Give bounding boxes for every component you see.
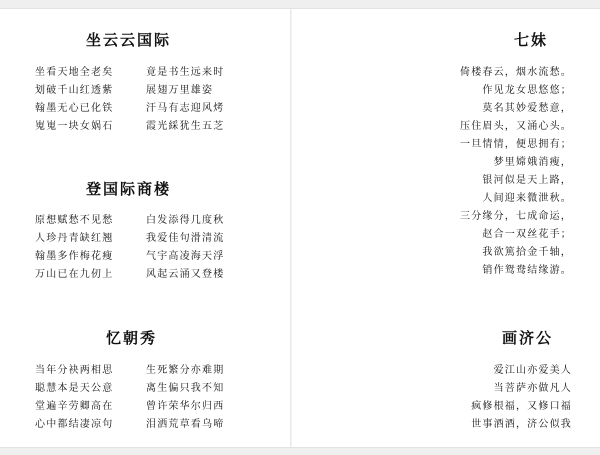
poem-line: 心中都结凄凉句 xyxy=(35,419,114,430)
poem-line: 风起云涌又登楼 xyxy=(146,269,225,280)
poem-title: 忆朝秀 xyxy=(106,329,158,347)
poem-line: 一旦情情，便思拥有； xyxy=(460,139,572,150)
poem-line: 我爱佳句滑清流 xyxy=(146,233,225,244)
book-spread xyxy=(0,8,600,448)
poem-line: 曾许荣华尔归西 xyxy=(146,401,225,412)
poem-line: 坐看天地全老矣 xyxy=(35,67,114,78)
poem-line: 赵合一双丝花手； xyxy=(482,229,572,240)
poem-line: 当菩萨亦做凡人 xyxy=(493,383,572,394)
poem-line: 汗马有志迎风烤 xyxy=(146,103,225,114)
poem-line: 气宇高凌海天浮 xyxy=(146,251,225,262)
poem-title: 坐云云国际 xyxy=(86,31,172,49)
poem-line: 银河似是天上路， xyxy=(482,175,572,186)
poem-line: 压住眉头，又涌心头。 xyxy=(460,121,572,132)
poem-line: 翰墨多作梅花瘦 xyxy=(35,251,114,262)
poem-line: 泪洒荒草看乌啼 xyxy=(146,419,225,430)
poem-line: 疯修根福，又修口福 xyxy=(471,401,572,412)
poem-line: 嵬嵬一块女娲石 xyxy=(35,121,114,132)
poem-line: 万山已在九仞上 xyxy=(35,269,114,280)
right-page xyxy=(292,9,600,447)
poem-title: 七妹 xyxy=(514,31,549,49)
poem-line: 翰墨无心已化铁 xyxy=(35,103,114,114)
poem-line: 倚楼春云，烟水流愁。 xyxy=(460,67,572,78)
poem-line: 霞光綵犹生五芝 xyxy=(146,121,225,132)
poem-line: 世事酒酒，济公似我 xyxy=(471,419,572,430)
poem-line: 我欲篤拾金千轴， xyxy=(482,247,572,258)
poem-line: 堂遍辛劳卿高在 xyxy=(35,401,114,412)
poem-line: 销作鸳鸯结缘游。 xyxy=(482,265,572,276)
poem-line: 当年分袂两相思 xyxy=(35,365,114,376)
poem-line: 展翅万里雄姿 xyxy=(146,85,214,96)
poem-line: 人珍丹青缺红翘 xyxy=(35,233,114,244)
poem-line: 莫名其妙爱愁意， xyxy=(482,103,572,114)
poem-line: 划破千山红透紫 xyxy=(35,85,114,96)
poem-line: 梦里嫦娥消瘦， xyxy=(493,157,572,168)
poem-line: 作见龙女思悠悠； xyxy=(482,85,572,96)
poem-line: 人间迎来微泄秋。 xyxy=(482,193,572,204)
left-page xyxy=(0,9,290,447)
poem-line: 白发添得几度秋 xyxy=(146,215,225,226)
poem-line: 爱江山亦爱美人 xyxy=(493,365,572,376)
poem-line: 生死繁分亦难期 xyxy=(146,365,225,376)
poem-line: 原想赋愁不见愁 xyxy=(35,215,114,226)
poem-title: 画济公 xyxy=(502,329,554,347)
poem-line: 离生偏只我不知 xyxy=(146,383,225,394)
poem-line: 三分缘分，七成命运， xyxy=(460,211,572,222)
poem-title: 登国际商楼 xyxy=(86,180,172,198)
poem-line: 竟是书生远来时 xyxy=(146,67,225,78)
poem-line: 聪慧本是天公意 xyxy=(35,383,114,394)
